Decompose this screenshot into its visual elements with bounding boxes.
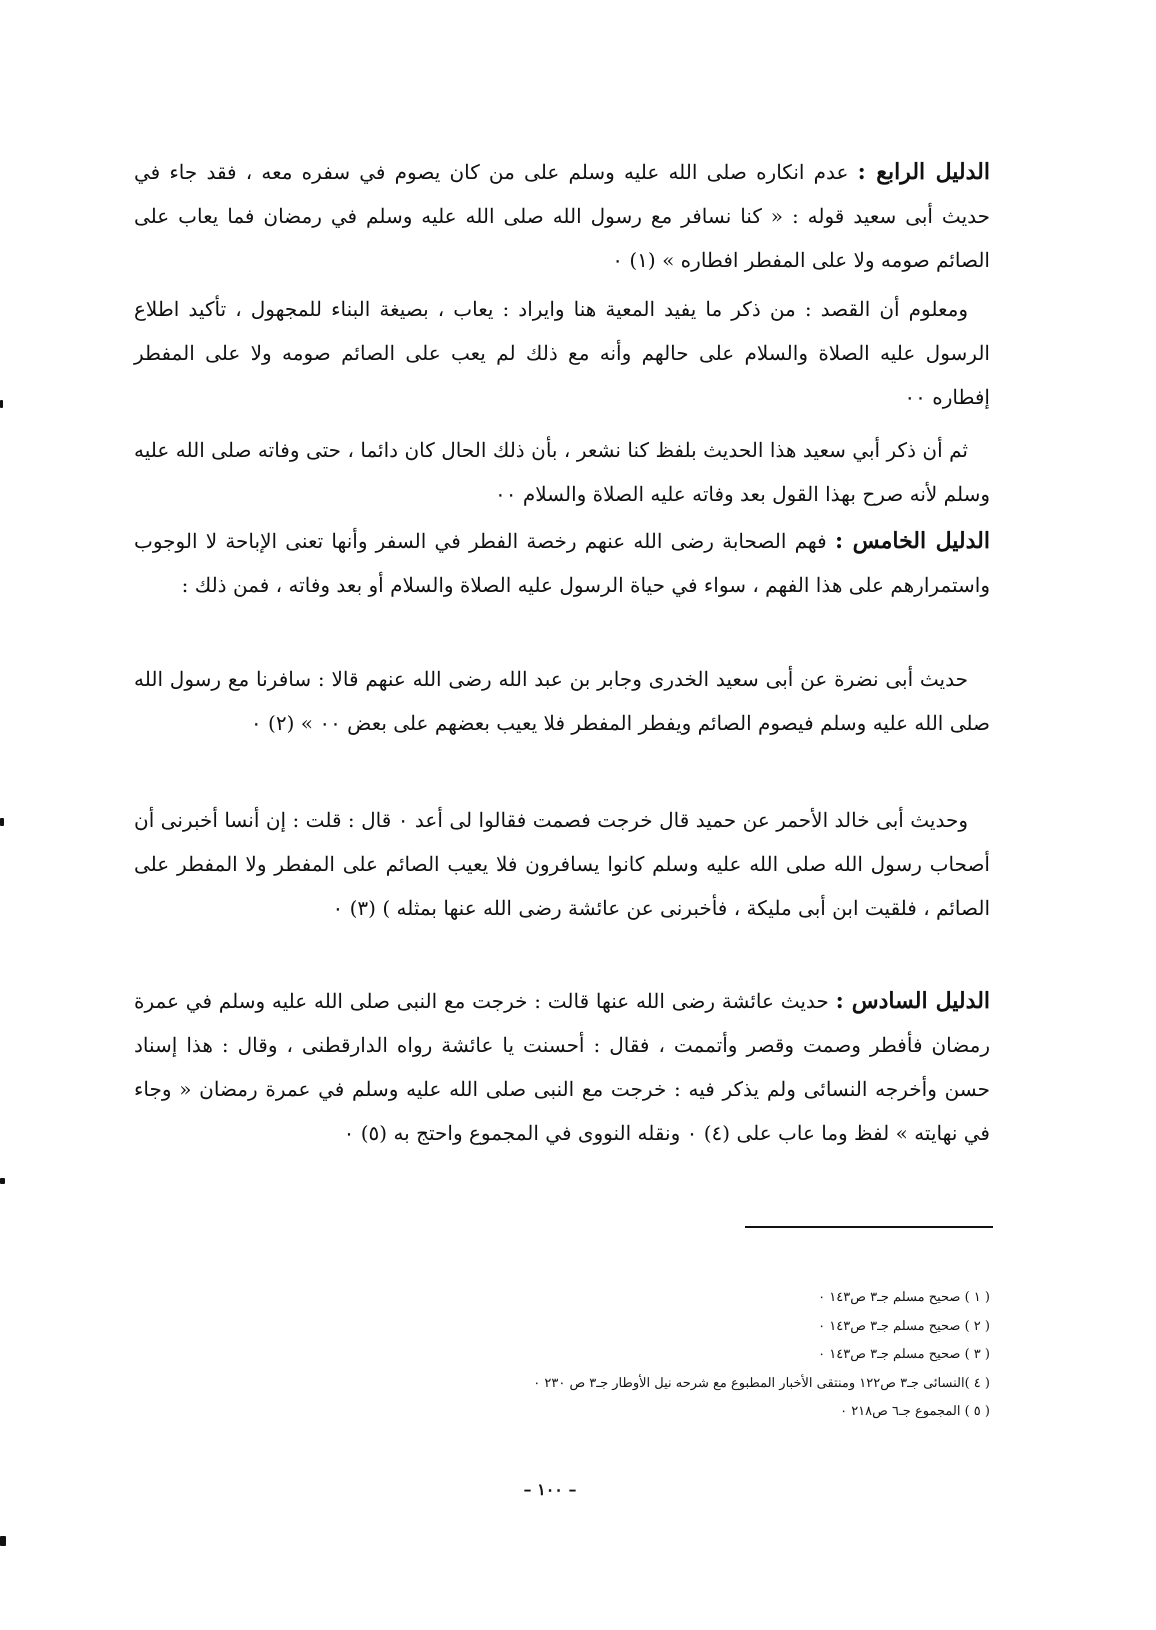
page-number: – ١٠٠ – — [523, 1480, 577, 1499]
paragraph-text: وحديث أبى خالد الأحمر عن حميد قال خرجت فصمت فقالوا لى أعد ٠ قال : قلت : إن أنسا أخبرنى أن أصحاب رسول الله صلى الله عليه وسلم كانوا يسافرون فلا يعيب الصائم على المفطر ولا المفطر على الصائم ، فلقيت ابن أبى مليكة ، فأخبرنى عن عائشة رضى الله عنها بمثله ) (٣) ٠ — [134, 808, 990, 920]
paragraph-sixth-evidence — [134, 979, 990, 1155]
paragraph-explanation-intent — [134, 287, 990, 419]
footnote-item: ( ١ ) صحيح مسلم جـ٣ ص١٤٣ ٠ — [818, 1290, 990, 1305]
paragraph-fifth-evidence — [134, 519, 990, 607]
footnote-item: ( ٣ ) صحيح مسلم جـ٣ ص١٤٣ ٠ — [818, 1347, 990, 1362]
footnote-divider — [745, 1226, 993, 1228]
scan-margin-mark — [0, 1178, 5, 1184]
paragraph-text: فهم الصحابة رضى الله عنهم رخصة الفطر في السفر وأنها تعنى الإباحة لا الوجوب واستمرارهم على هذا الفهم ، سواء في حياة الرسول عليه الصلاة والسلام أو بعد وفاته ، فمن ذلك : — [134, 529, 990, 597]
paragraph-explanation-continuity — [134, 428, 990, 516]
footnotes-list — [350, 1284, 990, 1427]
paragraph-heading: الدليل السادس : — [835, 988, 991, 1014]
paragraph-hadith-abu-khalid — [134, 798, 990, 930]
paragraph-hadith-abu-nadra — [134, 657, 990, 745]
paragraph-heading: الدليل الرابع : — [857, 159, 990, 185]
scan-margin-mark — [0, 1536, 6, 1546]
paragraph-text: حديث عائشة رضى الله عنها قالت : خرجت مع النبى صلى الله عليه وسلم في عمرة رمضان فأفطر وصمت وقصر وأتممت ، فقال : أحسنت يا عائشة رواه الدارقطنى ، وقال : هذا إسناد حسن وأخرجه النسائى ولم يذكر فيه : خرجت مع النبى صلى الله عليه وسلم في عمرة رمضان « وجاء في نهايته » لفظ وما عاب على (٤) ٠ ونقله النووى في المجموع واحتج به (٥) ٠ — [134, 989, 990, 1145]
paragraph-heading: الدليل الخامس : — [834, 528, 990, 554]
footnote-item: ( ٢ ) صحيح مسلم جـ٣ ص١٤٣ ٠ — [818, 1318, 990, 1334]
scan-margin-mark — [0, 400, 3, 408]
paragraph-text: عدم انكاره صلى الله عليه وسلم على من كان يصوم في سفره معه ، فقد جاء في حديث أبى سعيد قوله : « كنا نسافر مع رسول الله صلى الله عليه وسلم في رمضان فما يعاب على الصائم صومه ولا على المفطر افطاره » (١) ٠ — [134, 160, 990, 272]
paragraph-fourth-evidence — [134, 150, 990, 282]
scan-margin-mark — [0, 818, 4, 826]
footnote-item: ( ٤ )النسائى جـ٣ ص١٢٢ ومنتقى الأخبار المطبوع مع شرحه نيل الأوطار جـ٣ ص ٢٣٠ ٠ — [533, 1375, 990, 1391]
paragraph-text: ثم أن ذكر أبي سعيد هذا الحديث بلفظ كنا نشعر ، بأن ذلك الحال كان دائما ، حتى وفاته صلى الله عليه وسلم لأنه صرح بهذا القول بعد وفاته عليه الصلاة والسلام ٠٠ — [134, 438, 990, 506]
paragraph-text: حديث أبى نضرة عن أبى سعيد الخدرى وجابر بن عبد الله رضى الله عنهم قالا : سافرنا مع رسول الله صلى الله عليه وسلم فيصوم الصائم ويفطر المفطر فلا يعيب بعضهم على بعض ٠٠ » (٢) ٠ — [134, 667, 990, 735]
paragraph-text: ومعلوم أن القصد : من ذكر ما يفيد المعية هنا وايراد : يعاب ، بصيغة البناء للمجهول ، تأكيد اطلاع الرسول عليه الصلاة والسلام على حالهم وأنه مع ذلك لم يعب على الصائم صومه ولا على المفطر إفطاره ٠٠ — [134, 297, 990, 409]
footnote-item: ( ٥ ) المجموع جـ٦ ص٢١٨ ٠ — [840, 1404, 990, 1419]
